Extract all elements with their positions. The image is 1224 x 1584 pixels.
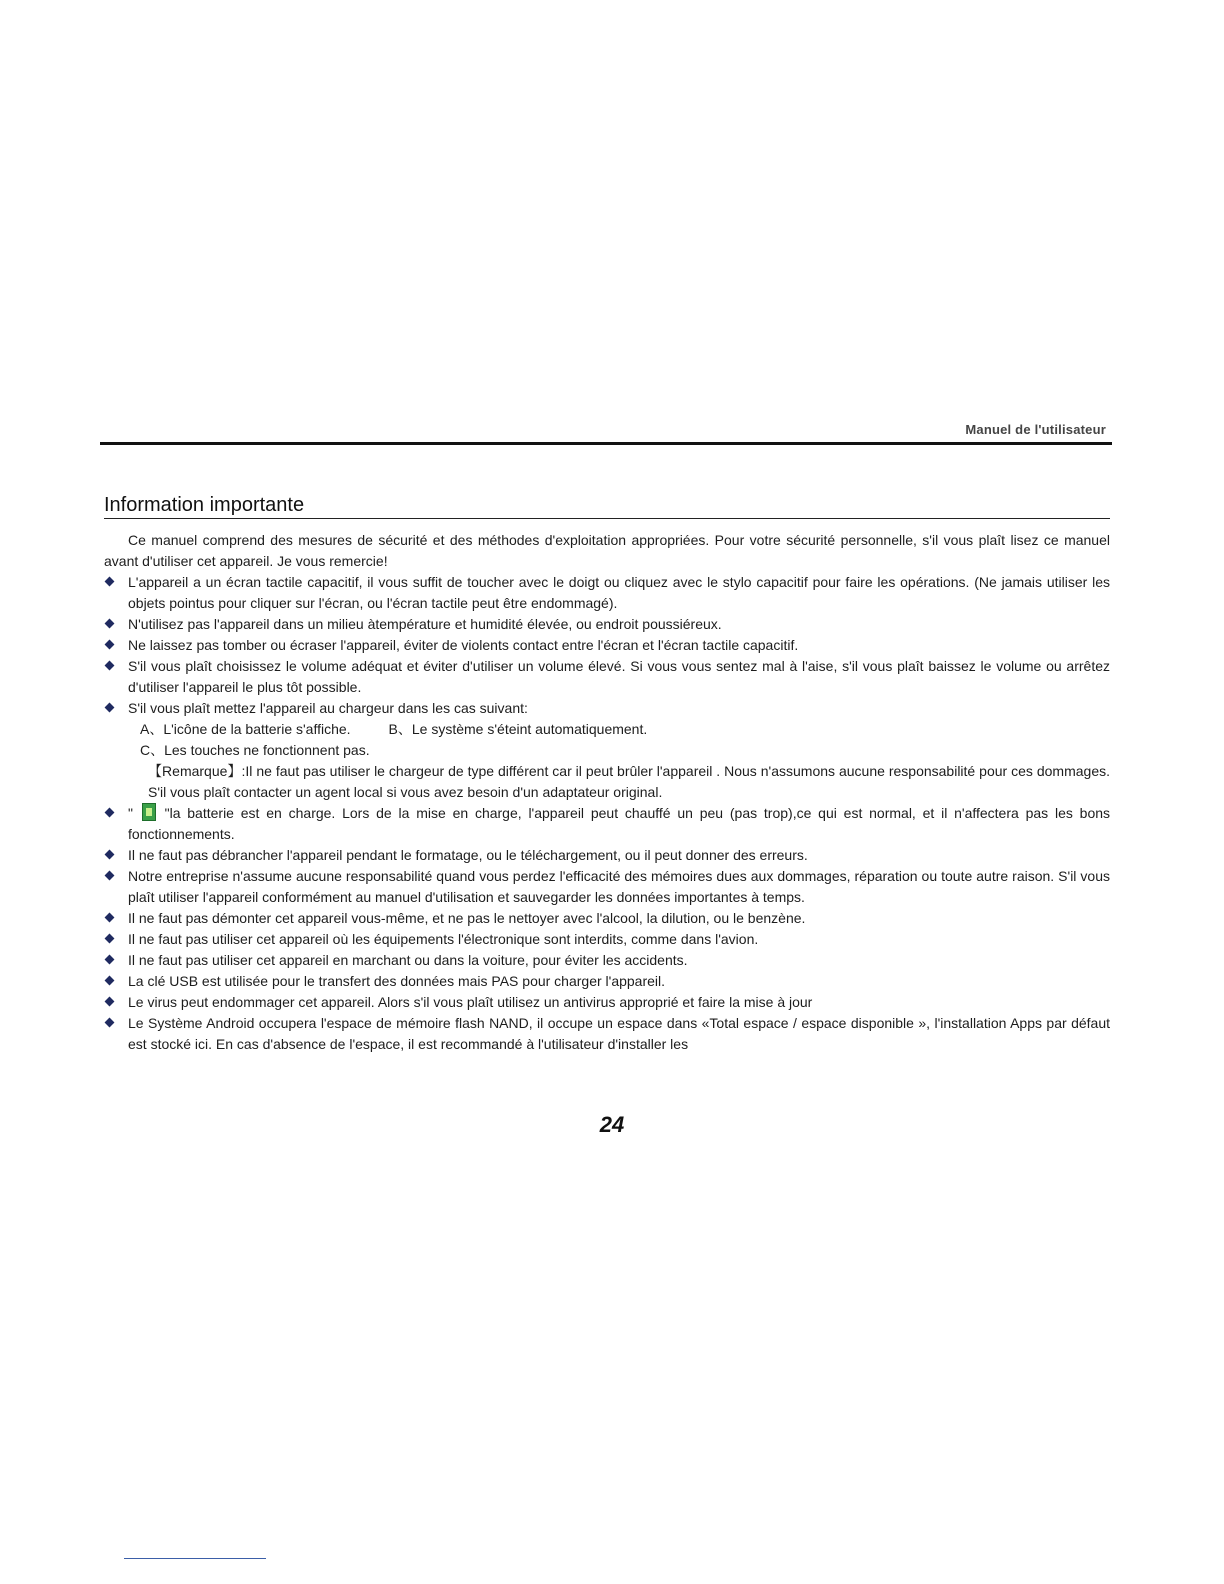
charger-case-a: A、L'icône de la batterie s'affiche. xyxy=(140,721,351,737)
diamond-bullet-icon xyxy=(105,850,115,860)
list-item xyxy=(104,1013,1110,1055)
diamond-bullet-icon xyxy=(105,976,115,986)
diamond-bullet-icon xyxy=(105,808,115,818)
charger-list-item xyxy=(104,698,1110,803)
diamond-bullet-icon xyxy=(105,1018,115,1028)
list-item-text: Notre entreprise n'assume aucune responsabilité quand vous perdez l'efficacité des mémoires dues aux dommages, réparation ou toute autre raison. S'il vous plaît utiliser l'appareil conformément au manuel d'utilisation et sauvegarder les données importantes à temps. xyxy=(128,868,1110,905)
page-number: 24 xyxy=(599,1112,625,1137)
diamond-bullet-icon xyxy=(105,913,115,923)
diamond-bullet-icon xyxy=(105,934,115,944)
list-item-text: La clé USB est utilisée pour le transfert des données mais PAS pour charger l'appareil. xyxy=(128,973,666,989)
list-item xyxy=(104,656,1110,698)
list-item xyxy=(104,908,1110,929)
diamond-bullet-icon xyxy=(105,661,115,671)
intro-paragraph: Ce manuel comprend des mesures de sécurité et des méthodes d'exploitation appropriées. Pour votre sécurité personnelle, s'il vous plaît lisez ce manuel avant d'utiliser cet appareil. Je vous remercie! xyxy=(104,532,1110,569)
battery-charging-icon xyxy=(142,803,156,821)
list-item xyxy=(104,635,1110,656)
list-item xyxy=(104,614,1110,635)
charger-case-b: B、Le système s'éteint automatiquement. xyxy=(388,721,648,737)
header-rule xyxy=(100,442,1112,445)
list-item-text: Le Système Android occupera l'espace de mémoire flash NAND, il occupe un espace dans «Total espace / espace disponible », l'installation Apps par défaut est stocké ici. En cas d'absence de l'espace, il est recommandé à l'utilisateur d'installer les xyxy=(128,1015,1110,1052)
charger-remark: 【Remarque】:Il ne faut pas utiliser le chargeur de type différent car il peut brûler l'appareil . Nous n'assumons aucune responsabilité pour ces dommages. S'il vous plaît contacter un agent local si vous avez besoin d'un adaptateur original. xyxy=(148,763,1110,800)
diamond-bullet-icon xyxy=(105,619,115,629)
charger-cases-row xyxy=(128,719,1110,740)
list-item xyxy=(104,866,1110,908)
diamond-bullet-icon xyxy=(105,577,115,587)
list-item-text: Il ne faut pas démonter cet appareil vous-même, et ne pas le nettoyer avec l'alcool, la dilution, ou le benzène. xyxy=(128,910,806,926)
list-item xyxy=(104,950,1110,971)
diamond-bullet-icon xyxy=(105,871,115,881)
list-item xyxy=(104,845,1110,866)
list-item xyxy=(104,572,1110,614)
document-body xyxy=(104,530,1110,1055)
list-item-text: N'utilisez pas l'appareil dans un milieu àtempérature et humidité élevée, ou endroit poussiéreux. xyxy=(128,616,722,632)
diamond-bullet-icon xyxy=(105,955,115,965)
section-title: Information importante xyxy=(104,494,305,516)
footnote-rule xyxy=(124,1558,266,1559)
list-item-text: Il ne faut pas débrancher l'appareil pendant le formatage, ou le téléchargement, ou il peut donner des erreurs. xyxy=(128,847,808,863)
diamond-bullet-icon xyxy=(105,703,115,713)
charger-intro: S'il vous plaît mettez l'appareil au chargeur dans les cas suivant: xyxy=(128,700,528,716)
battery-text: "la batterie est en charge. Lors de la mise en charge, l'appareil peut chauffé un peu (pas trop),ce qui est normal, et il n'affectera pas les bons fonctionnements. xyxy=(128,805,1111,842)
list-item xyxy=(104,992,1110,1013)
list-item xyxy=(104,929,1110,950)
battery-list-item xyxy=(104,803,1110,845)
diamond-bullet-icon xyxy=(105,997,115,1007)
list-item-text: L'appareil a un écran tactile capacitif, il vous suffit de toucher avec le doigt ou cliquez avec le stylo capacitif pour faire les opérations. (Ne jamais utiliser les objets pointus pour cliquer sur l'écran, ou l'écran tactile peut être endommagé). xyxy=(128,574,1110,611)
list-item-text: Le virus peut endommager cet appareil. Alors s'il vous plaît utilisez un antivirus approprié et faire la mise à jour xyxy=(128,994,813,1010)
safety-list xyxy=(104,572,1110,1055)
list-item-text: Il ne faut pas utiliser cet appareil où les équipements l'électronique sont interdits, comme dans l'avion. xyxy=(128,931,759,947)
charger-case-c: C、Les touches ne fonctionnent pas. xyxy=(140,742,370,758)
diamond-bullet-icon xyxy=(105,640,115,650)
list-item-text: Ne laissez pas tomber ou écraser l'appareil, éviter de violents contact entre l'écran et l'écran tactile capacitif. xyxy=(128,637,799,653)
title-rule xyxy=(104,518,1110,519)
list-item-text: Il ne faut pas utiliser cet appareil en marchant ou dans la voiture, pour éviter les accidents. xyxy=(128,952,688,968)
list-item xyxy=(104,971,1110,992)
battery-open-quote: " xyxy=(128,805,133,821)
running-header: Manuel de l'utilisateur xyxy=(965,422,1106,437)
list-item-text: S'il vous plaît choisissez le volume adéquat et éviter d'utiliser un volume élevé. Si vous vous sentez mal à l'aise, s'il vous plaît baissez le volume ou arrêtez d'utiliser l'appareil le plus tôt possible. xyxy=(128,658,1110,695)
